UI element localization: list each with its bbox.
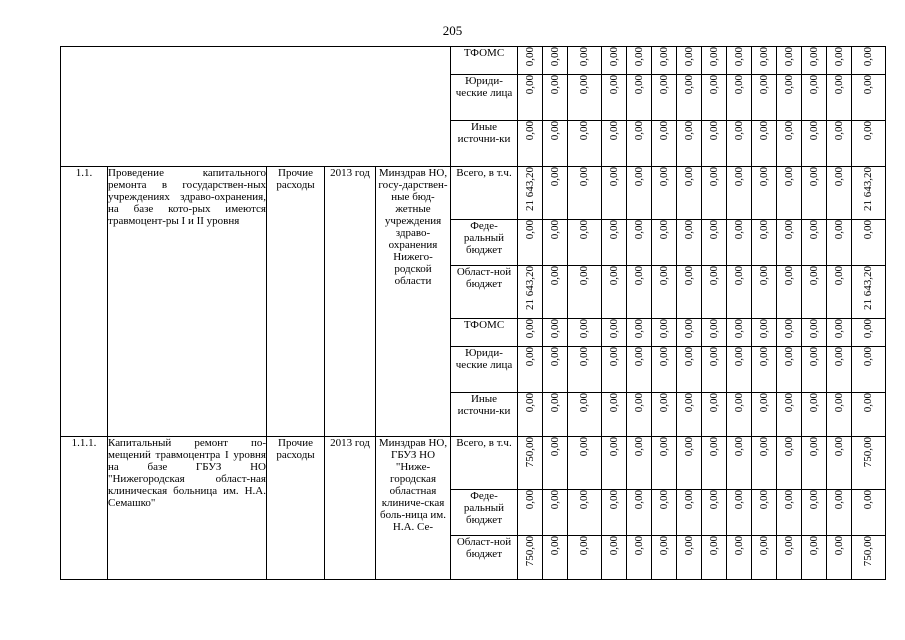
value-cell: 0,00 [682, 220, 695, 240]
value-cell: 0,00 [832, 437, 845, 457]
value-cell: 0,00 [548, 220, 561, 240]
value-cell: 0,00 [682, 75, 695, 95]
source-label: ТФОМС [451, 319, 518, 347]
value-cell: 0,00 [607, 490, 620, 510]
value-cell: 0,00 [632, 490, 645, 510]
source-label: Област-ной бюджет [451, 266, 518, 319]
page-number: 205 [442, 23, 463, 38]
value-cell: 0,00 [832, 347, 845, 367]
value-cell: 0,00 [807, 220, 820, 240]
value-cell: 0,00 [523, 490, 536, 510]
value-cell: 0,00 [657, 536, 670, 556]
value-cell: 750,00 [523, 536, 536, 567]
value-cell: 0,00 [782, 319, 795, 339]
value-cell: 0,00 [548, 47, 561, 67]
value-cell: 0,00 [578, 536, 590, 556]
value-cell: 0,00 [682, 121, 695, 141]
value-cell: 0,00 [607, 266, 620, 286]
item-number: 1.1.1. [61, 437, 108, 580]
value-cell: 0,00 [682, 490, 695, 510]
value-cell: 21 643,20 [862, 266, 874, 310]
value-cell: 0,00 [862, 75, 874, 95]
value-cell: 0,00 [757, 347, 770, 367]
item-number: 1.1. [61, 167, 108, 437]
value-cell: 0,00 [757, 437, 770, 457]
item-name: Проведение капитального ремонта в государствен-ных учреждениях здраво-охранения, на базе кото-рых имеются травмоцент-ры I и II уровня [108, 167, 267, 437]
value-cell: 0,00 [682, 437, 695, 457]
table-row [61, 167, 886, 220]
value-cell: 0,00 [732, 536, 745, 556]
source-label: ТФОМС [451, 47, 518, 75]
value-cell: 0,00 [732, 319, 745, 339]
value-cell: 0,00 [732, 393, 745, 413]
value-cell: 0,00 [832, 220, 845, 240]
value-cell: 0,00 [757, 47, 770, 67]
value-cell: 0,00 [782, 167, 795, 187]
value-cell: 0,00 [782, 347, 795, 367]
value-cell: 0,00 [682, 319, 695, 339]
value-cell: 0,00 [523, 220, 536, 240]
value-cell: 0,00 [707, 167, 720, 187]
value-cell: 0,00 [657, 437, 670, 457]
year: 2013 год [325, 167, 376, 437]
value-cell: 0,00 [707, 266, 720, 286]
value-cell: 0,00 [832, 536, 845, 556]
value-cell: 0,00 [657, 266, 670, 286]
value-cell: 0,00 [682, 393, 695, 413]
value-cell: 0,00 [578, 121, 590, 141]
executor: Минздрав НО, ГБУЗ НО "Ниже-городская областная клиниче-ская боль-ница им. Н.А. Се- [376, 437, 451, 580]
value-cell: 0,00 [707, 536, 720, 556]
value-cell: 0,00 [578, 75, 590, 95]
value-cell: 0,00 [757, 75, 770, 95]
value-cell: 0,00 [707, 47, 720, 67]
value-cell: 0,00 [578, 437, 590, 457]
source-label: Феде-ральный бюджет [451, 220, 518, 266]
value-cell: 0,00 [732, 167, 745, 187]
value-cell: 0,00 [807, 490, 820, 510]
value-cell: 0,00 [782, 266, 795, 286]
source-label: Юриди-ческие лица [451, 75, 518, 121]
value-cell: 0,00 [523, 75, 536, 95]
value-cell: 750,00 [862, 536, 874, 567]
value-cell: 0,00 [548, 75, 561, 95]
value-cell: 0,00 [657, 220, 670, 240]
value-cell: 0,00 [807, 167, 820, 187]
source-label: Юриди-ческие лица [451, 347, 518, 393]
value-cell: 21 643,20 [862, 167, 874, 211]
value-cell: 0,00 [862, 220, 874, 240]
value-cell: 0,00 [807, 536, 820, 556]
value-cell: 0,00 [682, 347, 695, 367]
value-cell: 0,00 [523, 47, 536, 67]
value-cell: 0,00 [657, 490, 670, 510]
source-label: Всего, в т.ч. [451, 437, 518, 490]
continuation-blank-cell [61, 47, 451, 167]
value-cell: 0,00 [732, 75, 745, 95]
table-row [61, 437, 886, 490]
value-cell: 0,00 [707, 490, 720, 510]
value-cell: 0,00 [757, 121, 770, 141]
value-cell: 0,00 [578, 266, 590, 286]
value-cell: 0,00 [807, 47, 820, 67]
expense-type: Прочие расходы [267, 167, 325, 437]
source-label: Област-ной бюджет [451, 536, 518, 580]
value-cell: 0,00 [548, 347, 561, 367]
value-cell: 0,00 [782, 75, 795, 95]
value-cell: 0,00 [548, 536, 561, 556]
value-cell: 0,00 [632, 266, 645, 286]
value-cell: 0,00 [732, 47, 745, 67]
value-cell: 0,00 [578, 319, 590, 339]
value-cell: 0,00 [548, 266, 561, 286]
value-cell: 0,00 [732, 437, 745, 457]
source-label: Иные источни-ки [451, 393, 518, 437]
value-cell: 0,00 [757, 490, 770, 510]
value-cell: 0,00 [607, 536, 620, 556]
value-cell: 0,00 [807, 347, 820, 367]
source-label: Иные источни-ки [451, 121, 518, 167]
value-cell: 0,00 [862, 47, 874, 67]
value-cell: 0,00 [832, 393, 845, 413]
value-cell: 0,00 [607, 437, 620, 457]
value-cell: 0,00 [707, 121, 720, 141]
value-cell: 0,00 [578, 490, 590, 510]
value-cell: 0,00 [807, 75, 820, 95]
value-cell: 0,00 [807, 121, 820, 141]
value-cell: 0,00 [707, 319, 720, 339]
value-cell: 750,00 [862, 437, 874, 468]
value-cell: 0,00 [782, 536, 795, 556]
value-cell: 0,00 [657, 347, 670, 367]
value-cell: 0,00 [732, 490, 745, 510]
value-cell: 0,00 [757, 266, 770, 286]
executor: Минздрав НО, госу-дарствен-ные бюд-жетные учреждения здраво-охранения Нижего-родской области [376, 167, 451, 437]
value-cell: 0,00 [832, 490, 845, 510]
value-cell: 0,00 [782, 121, 795, 141]
value-cell: 0,00 [832, 121, 845, 141]
value-cell: 0,00 [782, 490, 795, 510]
source-label: Всего, в т.ч. [451, 167, 518, 220]
value-cell: 0,00 [832, 266, 845, 286]
expense-type: Прочие расходы [267, 437, 325, 580]
budget-table [60, 46, 886, 580]
value-cell: 0,00 [862, 319, 874, 339]
table-row [61, 47, 886, 75]
value-cell: 0,00 [657, 319, 670, 339]
value-cell: 0,00 [657, 393, 670, 413]
value-cell: 0,00 [578, 393, 590, 413]
value-cell: 0,00 [707, 393, 720, 413]
value-cell: 0,00 [632, 47, 645, 67]
value-cell: 0,00 [707, 437, 720, 457]
value-cell: 0,00 [548, 393, 561, 413]
value-cell: 0,00 [757, 167, 770, 187]
value-cell: 0,00 [757, 393, 770, 413]
value-cell: 0,00 [657, 167, 670, 187]
value-cell: 0,00 [578, 347, 590, 367]
value-cell: 0,00 [757, 319, 770, 339]
value-cell: 0,00 [862, 121, 874, 141]
value-cell: 0,00 [657, 47, 670, 67]
value-cell: 0,00 [607, 75, 620, 95]
value-cell: 0,00 [607, 220, 620, 240]
value-cell: 0,00 [607, 121, 620, 141]
value-cell: 0,00 [523, 393, 536, 413]
value-cell: 0,00 [548, 437, 561, 457]
value-cell: 0,00 [682, 47, 695, 67]
value-cell: 0,00 [707, 347, 720, 367]
value-cell: 0,00 [632, 393, 645, 413]
value-cell: 0,00 [682, 266, 695, 286]
value-cell: 0,00 [807, 437, 820, 457]
value-cell: 0,00 [807, 319, 820, 339]
value-cell: 0,00 [607, 393, 620, 413]
value-cell: 0,00 [682, 536, 695, 556]
value-cell: 0,00 [657, 121, 670, 141]
value-cell: 0,00 [632, 75, 645, 95]
value-cell: 0,00 [732, 347, 745, 367]
value-cell: 21 643,20 [523, 266, 536, 310]
value-cell: 0,00 [782, 393, 795, 413]
value-cell: 0,00 [657, 75, 670, 95]
value-cell: 0,00 [632, 437, 645, 457]
value-cell: 0,00 [607, 47, 620, 67]
value-cell: 0,00 [732, 266, 745, 286]
value-cell: 0,00 [607, 347, 620, 367]
value-cell: 0,00 [832, 47, 845, 67]
value-cell: 0,00 [578, 167, 590, 187]
value-cell: 21 643,20 [523, 167, 536, 211]
value-cell: 0,00 [578, 220, 590, 240]
value-cell: 0,00 [782, 220, 795, 240]
value-cell: 0,00 [782, 437, 795, 457]
value-cell: 0,00 [732, 220, 745, 240]
value-cell: 0,00 [862, 347, 874, 367]
value-cell: 0,00 [548, 319, 561, 339]
value-cell: 0,00 [548, 121, 561, 141]
value-cell: 0,00 [632, 347, 645, 367]
value-cell: 0,00 [807, 393, 820, 413]
year: 2013 год [325, 437, 376, 580]
value-cell: 0,00 [548, 490, 561, 510]
value-cell: 0,00 [782, 47, 795, 67]
value-cell: 0,00 [607, 319, 620, 339]
value-cell: 0,00 [578, 47, 590, 67]
item-name: Капитальный ремонт по-мещений травмоцентра I уровня на базе ГБУЗ НО "Нижегородская област-ная клиническая больница им. Н.А. Семашко" [108, 437, 267, 580]
value-cell: 0,00 [548, 167, 561, 187]
value-cell: 0,00 [607, 167, 620, 187]
value-cell: 0,00 [832, 319, 845, 339]
value-cell: 750,00 [523, 437, 536, 468]
value-cell: 0,00 [862, 393, 874, 413]
value-cell: 0,00 [632, 319, 645, 339]
value-cell: 0,00 [862, 490, 874, 510]
value-cell: 0,00 [632, 220, 645, 240]
value-cell: 0,00 [807, 266, 820, 286]
value-cell: 0,00 [682, 167, 695, 187]
value-cell: 0,00 [832, 167, 845, 187]
value-cell: 0,00 [523, 121, 536, 141]
value-cell: 0,00 [757, 536, 770, 556]
value-cell: 0,00 [523, 347, 536, 367]
value-cell: 0,00 [707, 220, 720, 240]
value-cell: 0,00 [732, 121, 745, 141]
value-cell: 0,00 [632, 167, 645, 187]
value-cell: 0,00 [707, 75, 720, 95]
value-cell: 0,00 [632, 121, 645, 141]
value-cell: 0,00 [757, 220, 770, 240]
value-cell: 0,00 [632, 536, 645, 556]
value-cell: 0,00 [832, 75, 845, 95]
value-cell: 0,00 [523, 319, 536, 339]
source-label: Феде-ральный бюджет [451, 490, 518, 536]
